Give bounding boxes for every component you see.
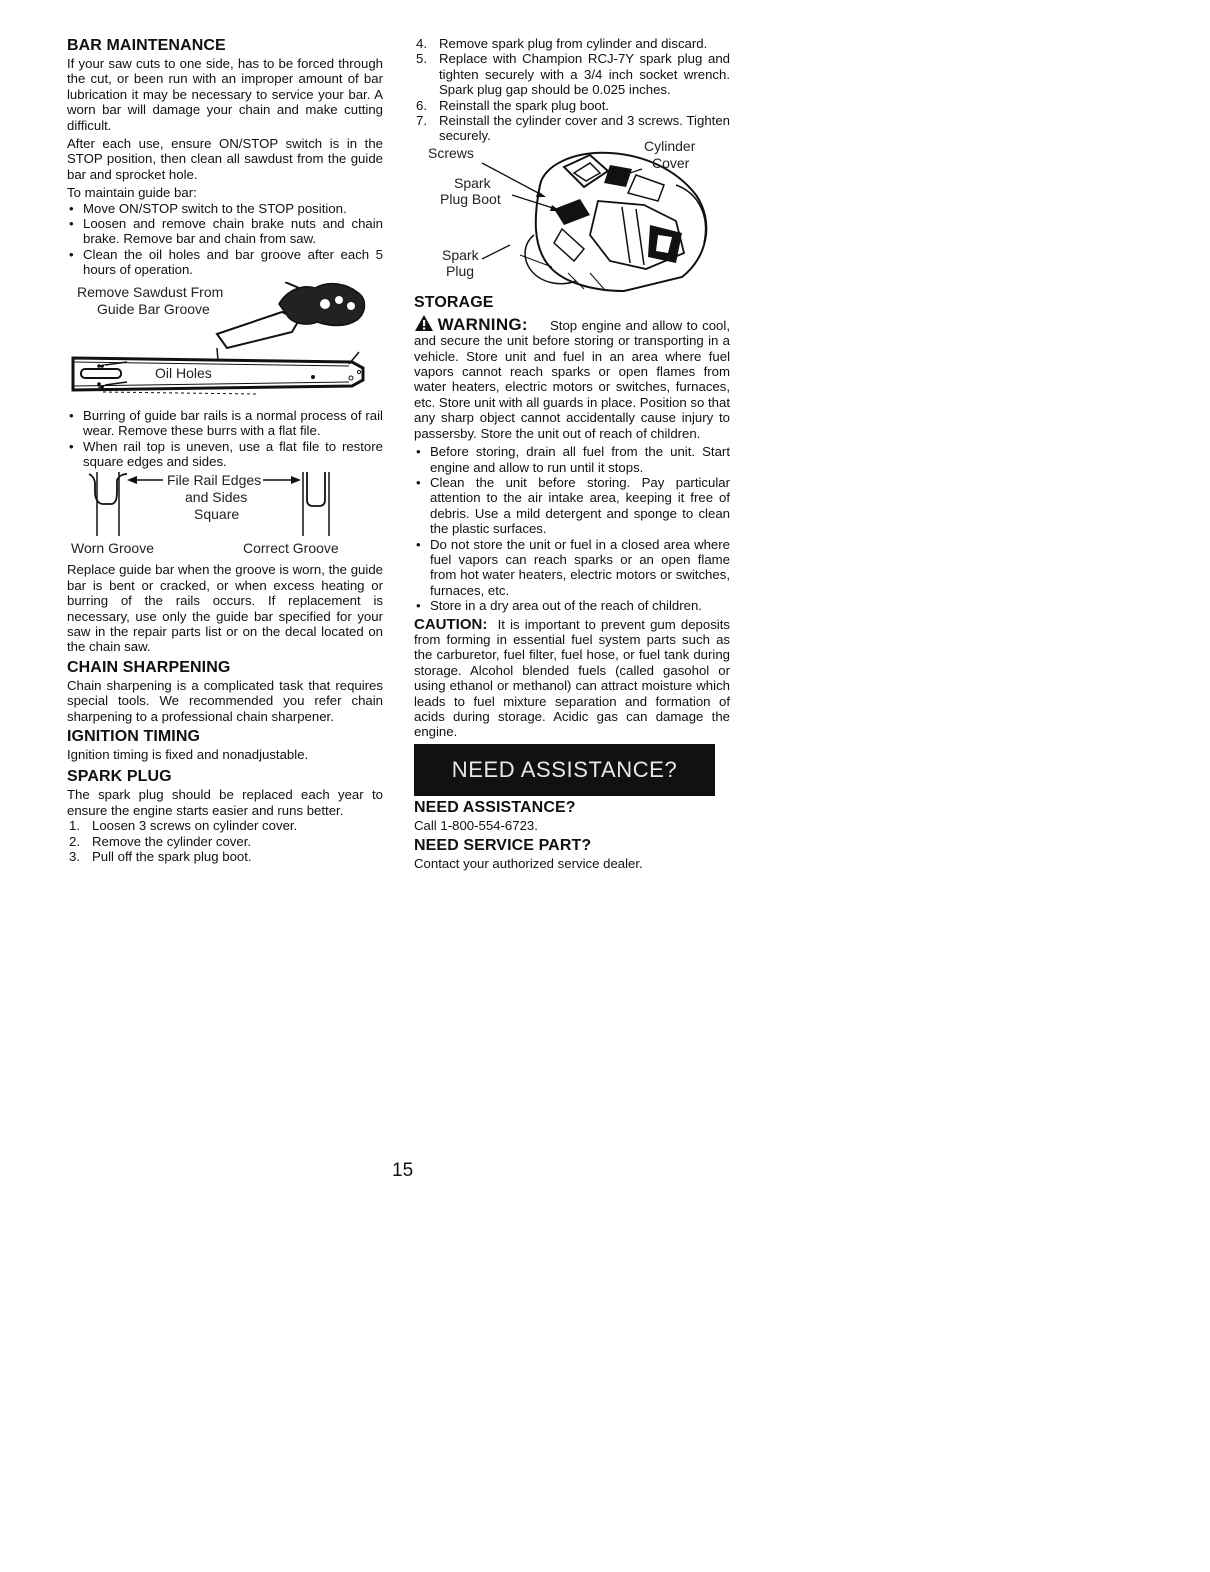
figure-label: File Rail Edges [167,472,262,489]
left-column [67,36,383,867]
figure-label: Cover [652,154,690,171]
list-item: • When rail top is uneven, use a flat file to restore square edges and sides. [67,439,383,470]
bar-maintenance-bullets [67,201,383,278]
need-assistance-banner: NEED ASSISTANCE? [414,744,715,796]
step-number: 1. [69,818,80,834]
list-item: • Before storing, drain all fuel from the unit. Start engine and allow to run until it stops. [414,444,730,475]
list-item: • Clean the unit before storing. Pay particular attention to the air intake area, keeping it free of debris. Use a mild detergent and sponge to clean the plastic surfaces. [414,475,730,537]
spark-plug-steps-continued [414,36,730,144]
figure-label: Spark [454,174,491,191]
step-text: Remove the cylinder cover. [92,833,252,849]
list-item [67,834,383,849]
caution-text: It is important to prevent gum deposits from forming in essential fuel system parts such as the carburetor, fuel filter, fuel hose, or fuel tank during storage. Alcohol blended fuels (called gasohol or using ethanol or methanol) can attract moisture which leads to fuel mixture separation and formation of acids during storage. Acidic gas can damage the engine. [414,616,730,740]
step-number: 2. [69,833,80,849]
storage-warning-text: Stop engine and allow to cool, and secure the unit before storing or transporting in a vehicle. Store unit and fuel in an area where fuel vapors cannot reach sparks or open flames from water heaters, electric motors or switches, furnaces, etc. Store unit with all guards in place. Position so that any sharp object cannot accidentally cause injury to passersby. Store the unit out of reach of children. [414,317,730,441]
figure-label: Plug Boot [440,190,501,207]
step-text: Remove spark plug from cylinder and discard. [439,36,708,51]
list-item: • Store in a dry area out of the reach of children. [414,598,730,613]
caution-paragraph [414,617,730,740]
figure-label: Screws [428,144,474,161]
warning-icon [414,314,434,332]
caution-label: CAUTION: [414,615,488,633]
figure-label: and Sides [185,489,248,506]
ignition-timing-text: Ignition timing is fixed and nonadjustable. [67,746,309,762]
figure-label: Square [194,506,240,523]
bar-maintenance-heading: BAR MAINTENANCE [67,37,226,54]
guide-bar-illustration [67,282,383,402]
step-number: 5. [416,51,427,67]
need-assistance-text: Call 1-800-554-6723. [414,817,538,833]
need-assistance-heading: NEED ASSISTANCE? [414,798,576,816]
bar-maintenance-after-use: After each use, ensure ON/STOP switch is in the STOP position, then clean all sawdust from the guide bar and sprocket hole. [67,136,383,182]
list-item [414,98,730,113]
need-service-part-text: Contact your authorized service dealer. [414,856,643,872]
figure-label: Correct Groove [243,540,339,557]
step-text: Replace with Champion RCJ-7Y spark plug and tighten securely with a 3/4 inch socket wrench. Spark plug gap should be 0.025 inches. [439,51,730,98]
list-item [414,51,730,97]
need-service-part-heading: NEED SERVICE PART? [414,837,592,855]
list-item: • Loosen and remove chain brake nuts and chain brake. Remove bar and chain from saw. [67,216,383,247]
step-text: Pull off the spark plug boot. [92,849,252,864]
list-item: • Move ON/STOP switch to the STOP position. [67,201,383,216]
step-number: 7. [416,113,427,129]
storage-heading: STORAGE [414,293,494,311]
list-item: • Burring of guide bar rails is a normal process of rail wear. Remove these burrs with a flat file. [67,408,383,439]
spark-plug-heading: SPARK PLUG [67,768,172,786]
cylinder-cover-illustration [414,137,730,295]
figure-label: Oil Holes [155,364,212,381]
guide-bar-drawing [67,282,377,402]
figure-label: Spark [442,246,479,263]
step-number: 6. [416,97,427,113]
list-item [414,36,730,51]
storage-bullets [414,444,730,613]
warning-label: WARNING: [437,314,528,334]
figure-label: Remove Sawdust From [77,283,224,300]
bar-maintenance-intro: If your saw cuts to one side, has to be forced through the cut, or been run with an improper amount of bar lubrication it may be necessary to service your bar. A worn bar will damage your chain and make cutting difficult. [67,56,383,133]
list-item [67,849,383,864]
right-column [414,36,730,875]
bar-maintenance-to-maintain: To maintain guide bar: [67,185,197,201]
step-text: Reinstall the spark plug boot. [439,97,610,113]
figure-label: Plug [446,262,475,279]
list-item [67,818,383,833]
list-item: • Do not store the unit or fuel in a closed area where fuel vapors can reach sparks or an open flame from hot water heaters, electric motors or switches, furnaces, etc. [414,537,730,599]
figure-label: Cylinder [644,137,696,154]
page-number: 15 [392,1160,414,1181]
list-item: • Clean the oil holes and bar groove after each 5 hours of operation. [67,247,383,278]
warning-text-first-line [532,318,536,333]
ignition-timing-heading: IGNITION TIMING [67,727,201,745]
step-text: Reinstall the cylinder cover and 3 screws. Tighten securely. [439,113,730,144]
replace-guide-bar-text: Replace guide bar when the groove is worn, the guide bar is bent or cracked, or when excess heating or burring of the rails occurs. If replacement is necessary, use only the guide bar specified for your saw in the repair parts list or on the decal located on the chain saw. [67,562,383,655]
figure-label: Worn Groove [71,540,154,557]
groove-illustration [67,472,383,556]
chain-sharpening-text: Chain sharpening is a complicated task that requires special tools. We recommended you refer chain sharpening to a professional chain sharpener. [67,677,383,724]
burring-bullets [67,408,383,470]
step-number: 3. [69,849,80,864]
step-number: 4. [416,36,427,51]
step-text: Loosen 3 screws on cylinder cover. [92,818,298,834]
spark-plug-steps [67,818,383,864]
spark-plug-text: The spark plug should be replaced each year to ensure the engine starts easier and runs better. [67,787,383,818]
figure-label: Guide Bar Groove [97,300,210,317]
chain-sharpening-heading: CHAIN SHARPENING [67,658,231,676]
